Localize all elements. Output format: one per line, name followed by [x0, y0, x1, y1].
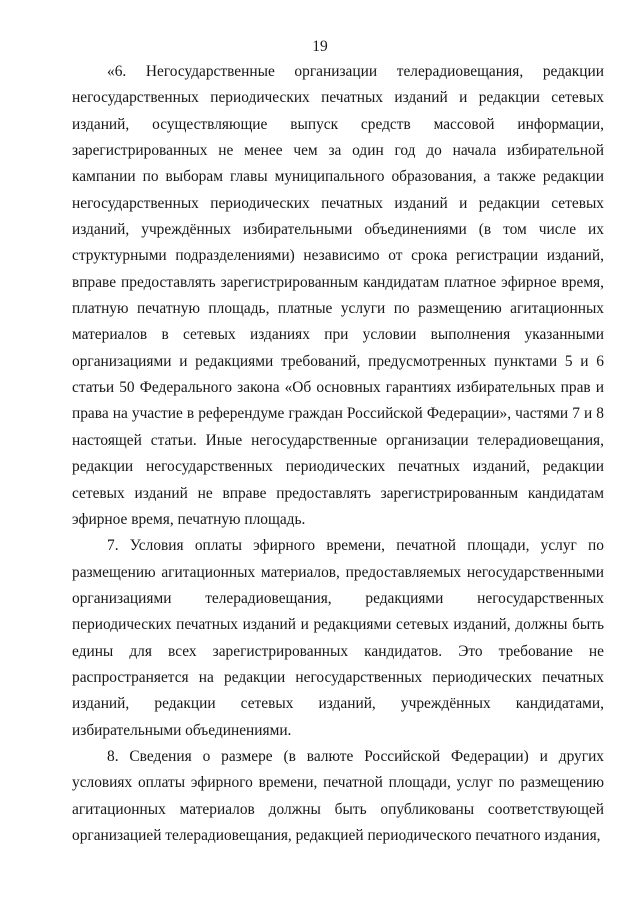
paragraph-6: «6. Негосударственные организации телерадиовещания, редакции негосударственных периодических печатных изданий и редакции сетевых изданий, осуществляющие выпуск средств массовой информации, зарегистрированных не менее чем за один год до начала избирательной кампании по выборам главы муниципального образования, а также редакции негосударственных периодических печатных изданий и редакции сетевых изданий, учреждённых избирательными объединениями (в том числе их структурными подразделениями) независимо от срока регистрации изданий, вправе предоставлять зарегистрированным кандидатам платное эфирное время, платную печатную площадь, платные услуги по размещению агитационных материалов в сетевых изданиях при условии выполнения указанными организациями и редакциями требований, предусмотренных пунктами 5 и 6 статьи 50 Федерального закона «Об основных гарантиях избирательных прав и права на участие в референдуме граждан Российской Федерации», частями 7 и 8 настоящей статьи. Иные негосударственные организации телерадиовещания, редакции негосударственных периодических печатных изданий, редакции сетевых изданий не вправе предоставлять зарегистрированным кандидатам эфирное время, печатную площадь.	[72, 63, 604, 528]
paragraph-7: 7. Условия оплаты эфирного времени, печатной площади, услуг по размещению агитационных материалов, предоставляемых негосударственными организациями телерадиовещания, редакциями негосударственных периодических печатных изданий и редакциями сетевых изданий, должны быть едины для всех зарегистрированных кандидатов. Это требование не распространяется на редакции негосударственных периодических печатных изданий, редакции сетевых изданий, учреждённых кандидатами, избирательными объединениями.	[72, 537, 604, 739]
page-number: 19	[312, 38, 328, 55]
document-body	[72, 59, 604, 849]
paragraph-8: 8. Сведения о размере (в валюте Российской Федерации) и других условиях оплаты эфирного времени, печатной площади, услуг по размещению агитационных материалов должны быть опубликованы соответствующей организацией телерадиовещания, редакцией периодического печатного издания,	[72, 747, 604, 844]
